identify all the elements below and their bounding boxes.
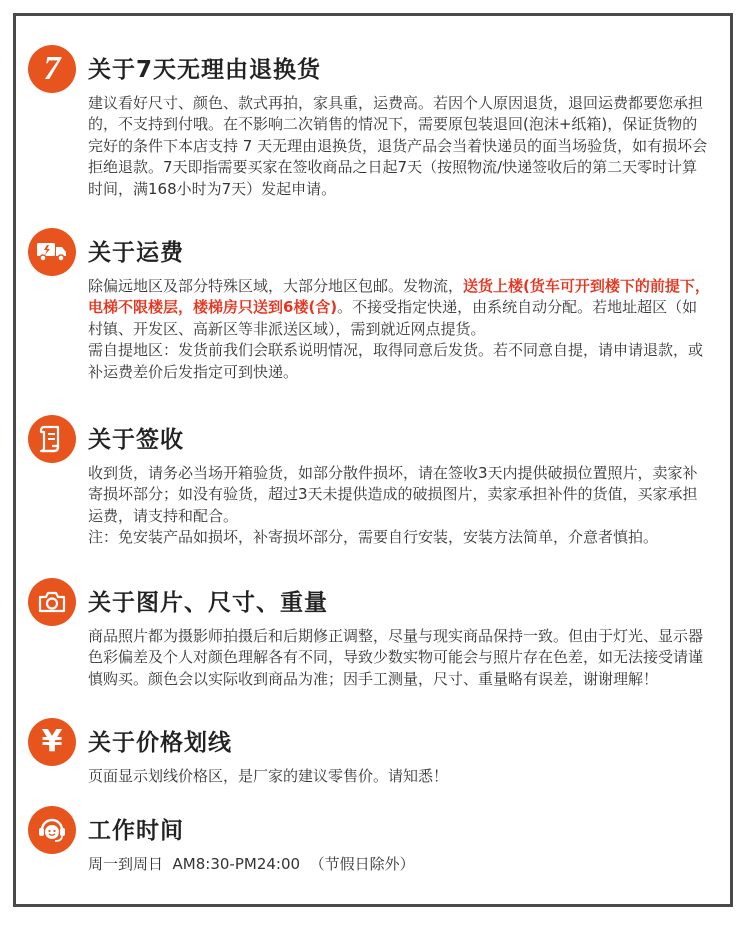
section-body: 建议看好尺寸、颜色、款式再拍，家具重，运费高。若因个人原因退货，退回运费都要您承担的，不支持到付哦。在不影响二次销售的情况下，需要原包装退回(泡沫+纸箱)，保证货物的完好的条件下本店支持 7 天无理由退换货，退货产品会当着快递员的面当场验货，如有损坏会拒绝退款。7天即指需要买家在签收商品之日起7天（按照物流/快递签收后的第二天零时计算时间，满168小时为7天）发起申请。 bbox=[88, 94, 708, 198]
section-title: 关于价格划线 bbox=[88, 730, 232, 756]
section-title: 关于7天无理由退换货 bbox=[88, 57, 322, 83]
section-title: 工作时间 bbox=[88, 818, 184, 844]
delivery-truck-icon bbox=[28, 228, 76, 276]
section-body: 商品照片都为摄影师拍摄后和后期修正调整，尽量与现实商品保持一致。但由于灯光、显示器色彩偏差及个人对颜色理解各有不同，导致少数实物可能会与照片存在色差，如无法接受请谨慎购买。颜色会以实际收到商品为准；因手工测量，尺寸、重量略有误差，谢谢理解！ bbox=[88, 627, 704, 688]
receipt-icon bbox=[28, 415, 76, 463]
customer-service-icon bbox=[28, 806, 76, 854]
number-7-icon: 7 bbox=[28, 45, 76, 93]
camera-icon bbox=[28, 578, 76, 626]
section-body: 收到货，请务必当场开箱验货，如部分散件损坏，请在签收3天内提供破损位置照片，卖家补寄损坏部分；如没有验货，超过3天未提供造成的破损图片，卖家承担补件的货值，买家承担运费，请支持和配合。 注：免安装产品如损坏，补寄损坏部分，需要自行安装，安装方法简单，介意者慎拍。 bbox=[88, 464, 698, 547]
section-title: 关于图片、尺寸、重量 bbox=[88, 590, 328, 616]
section-body: 除偏远地区及部分特殊区域，大部分地区包邮。发物流，送货上楼(货车可开到楼下的前提下，电梯不限楼层，楼梯房只送到6楼(含)。不接受指定快递，由系统自动分配。若地址超区（如村镇、开发区、高新区等非派送区域），需到就近网点提货。 需自提地区：发货前我们会联系说明情况，取得同意后发货。若不同意自提，请申请退款，或补运费差价后发指定可到快递。 bbox=[88, 277, 710, 381]
section-body: 页面显示划线价格区，是厂家的建议零售价。请知悉！ bbox=[88, 767, 449, 785]
section-title: 关于签收 bbox=[88, 427, 184, 453]
highlight-text: 送货上楼(货车可开到楼下的前提下，电梯不限楼层，楼梯房只送到6楼(含) bbox=[88, 277, 710, 317]
section-body: 周一到周日 AM8:30-PM24:00 （节假日除外） bbox=[88, 855, 415, 873]
yen-icon: ¥ bbox=[28, 718, 76, 766]
section-title: 关于运费 bbox=[88, 240, 184, 266]
